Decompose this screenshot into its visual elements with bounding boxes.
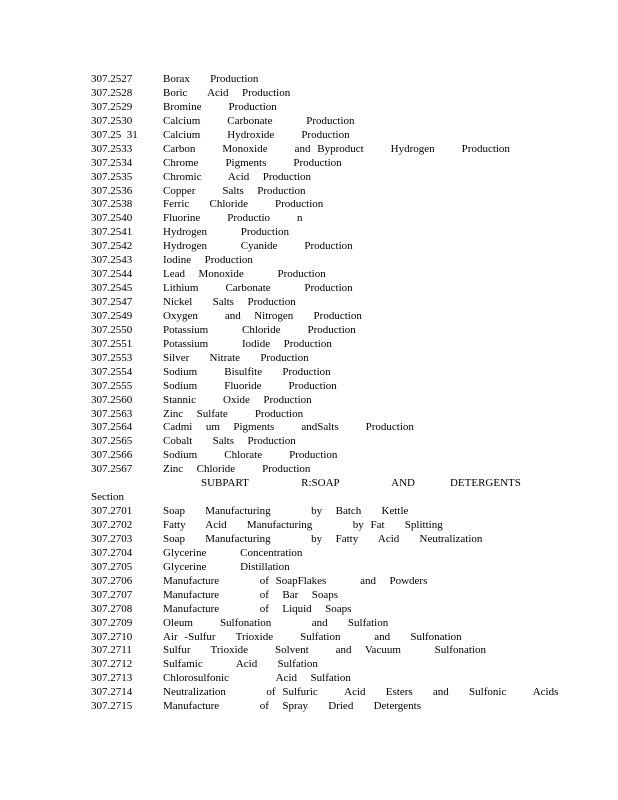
section-title: Hydrogen Production (163, 226, 290, 239)
section-title: Neutralization of Sulfuric Acid Esters and Sulfonic Acids (163, 686, 559, 699)
section-number: 307.2543 (91, 254, 133, 267)
section-number: 307.2549 (91, 309, 133, 322)
section-number: 307.2528 (91, 86, 133, 99)
section-title: Sodium Bisulfite Production (163, 365, 331, 378)
section-number: 307.2707 (91, 588, 133, 601)
section-title: Borax Production (163, 73, 259, 85)
section-title: Manufacture of Bar Soaps (163, 588, 339, 601)
section-number: 307.2545 (91, 282, 133, 295)
section-title: Zinc Sulfate Production (163, 407, 304, 420)
section-title: Glycerine Distillation (163, 560, 290, 573)
section-number: 307.2564 (91, 421, 133, 434)
section-title: Air -Sulfur Trioxide Sulfation and Sulfonation (163, 630, 462, 643)
section-title: Sulfur Trioxide Solvent and Vacuum Sulfonation (163, 644, 486, 657)
section-number: 307.25 31 (91, 128, 138, 141)
section-number: 307.2551 (91, 337, 133, 350)
section-number: 307.2701 (91, 505, 133, 518)
section-title: Ferric Chloride Production (163, 198, 324, 211)
section-number: 307.2555 (91, 379, 133, 392)
section-number: 307.2704 (91, 546, 133, 559)
section-number: 307.2708 (91, 602, 133, 615)
section-number: 307.2711 (91, 644, 132, 657)
section-title: Fatty Acid Manufacturing by Fat Splitting (163, 519, 443, 531)
section-number: 307.2563 (91, 407, 133, 420)
section-number: 307.2542 (91, 240, 133, 253)
section-number: 307.2702 (91, 519, 133, 531)
section-title: Sodium Chlorate Production (163, 449, 338, 462)
section-number: 307.2560 (91, 393, 133, 406)
section-title: Bromine Production (163, 100, 277, 113)
section-number: 307.2714 (91, 686, 133, 699)
section-title: Boric Acid Production (163, 86, 291, 99)
section-number: 307.2541 (91, 226, 133, 239)
section-number: 307.2712 (91, 658, 133, 671)
section-number: 307.2544 (91, 268, 133, 281)
section-title: Fluorine Productio n (163, 212, 303, 225)
section-title: Manufacture of SoapFlakes and Powders (163, 574, 428, 587)
section-number: 307.2550 (91, 323, 133, 336)
section-number: 307.2554 (91, 365, 133, 378)
section-number: 307.2715 (91, 700, 133, 713)
section-title: Manufacture of Liquid Soaps (163, 602, 352, 615)
section-title: Soap Manufacturing by Fatty Acid Neutralization (163, 532, 483, 545)
section-title: Chrome Pigments Production (163, 156, 342, 169)
section-title: Lithium Carbonate Production (163, 282, 353, 295)
section-number: 307.2710 (91, 630, 133, 643)
section-number: 307.2540 (91, 212, 133, 225)
section-title: Silver Nitrate Production (163, 351, 309, 364)
section-title: Calcium Hydroxide Production (163, 128, 350, 141)
section-title: Hydrogen Cyanide Production (163, 240, 353, 253)
section-number: 307.2547 (91, 296, 133, 308)
section-number: 307.2527 (91, 73, 133, 85)
section-number: 307.2534 (91, 156, 133, 169)
section-title: Manufacture of Spray Dried Detergents (163, 700, 422, 713)
section-number: 307.2703 (91, 532, 133, 545)
section-number: 307.2566 (91, 449, 133, 462)
section-title: Lead Monoxide Production (163, 268, 326, 281)
section-title: Chlorosulfonic Acid Sulfation (163, 672, 351, 685)
section-title: Soap Manufacturing by Batch Kettle (163, 505, 409, 518)
section-number: 307.2533 (91, 142, 133, 155)
section-title: Carbon Monoxide and Byproduct Hydrogen Production (163, 142, 510, 155)
section-number: 307.2530 (91, 114, 133, 127)
section-title: Potassium Chloride Production (163, 323, 356, 336)
subpart-heading: SUBPART R:SOAP AND DETERGENTS (201, 477, 521, 490)
section-number: 307.2536 (91, 184, 133, 197)
section-title: Cadmi um Pigments andSalts Production (163, 421, 414, 434)
section-number: 307.2567 (91, 463, 133, 476)
section-number: 307.2535 (91, 170, 133, 183)
section-number: 307.2713 (91, 672, 133, 685)
section-title: Oleum Sulfonation and Sulfation (163, 616, 389, 629)
section-title: Iodine Production (163, 254, 253, 267)
section-label: Section (91, 491, 124, 504)
section-number: 307.2706 (91, 574, 133, 587)
section-title: Calcium Carbonate Production (163, 114, 355, 127)
section-title: Oxygen and Nitrogen Production (163, 309, 362, 322)
section-number: 307.2538 (91, 198, 133, 211)
section-number: 307.2529 (91, 100, 133, 113)
section-title: Nickel Salts Production (163, 296, 296, 308)
section-title: Sodium Fluoride Production (163, 379, 337, 392)
section-title: Potassium Iodide Production (163, 337, 332, 350)
section-title: Zinc Chloride Production (163, 463, 311, 476)
section-number: 307.2709 (91, 616, 133, 629)
section-title: Glycerine Concentration (163, 546, 303, 559)
section-title: Stannic Oxide Production (163, 393, 312, 406)
section-title: Copper Salts Production (163, 184, 306, 197)
section-title: Chromic Acid Production (163, 170, 312, 183)
section-title: Cobalt Salts Production (163, 435, 296, 448)
section-title: Sulfamic Acid Sulfation (163, 658, 318, 671)
section-number: 307.2553 (91, 351, 133, 364)
section-number: 307.2565 (91, 435, 133, 448)
section-number: 307.2705 (91, 560, 133, 573)
